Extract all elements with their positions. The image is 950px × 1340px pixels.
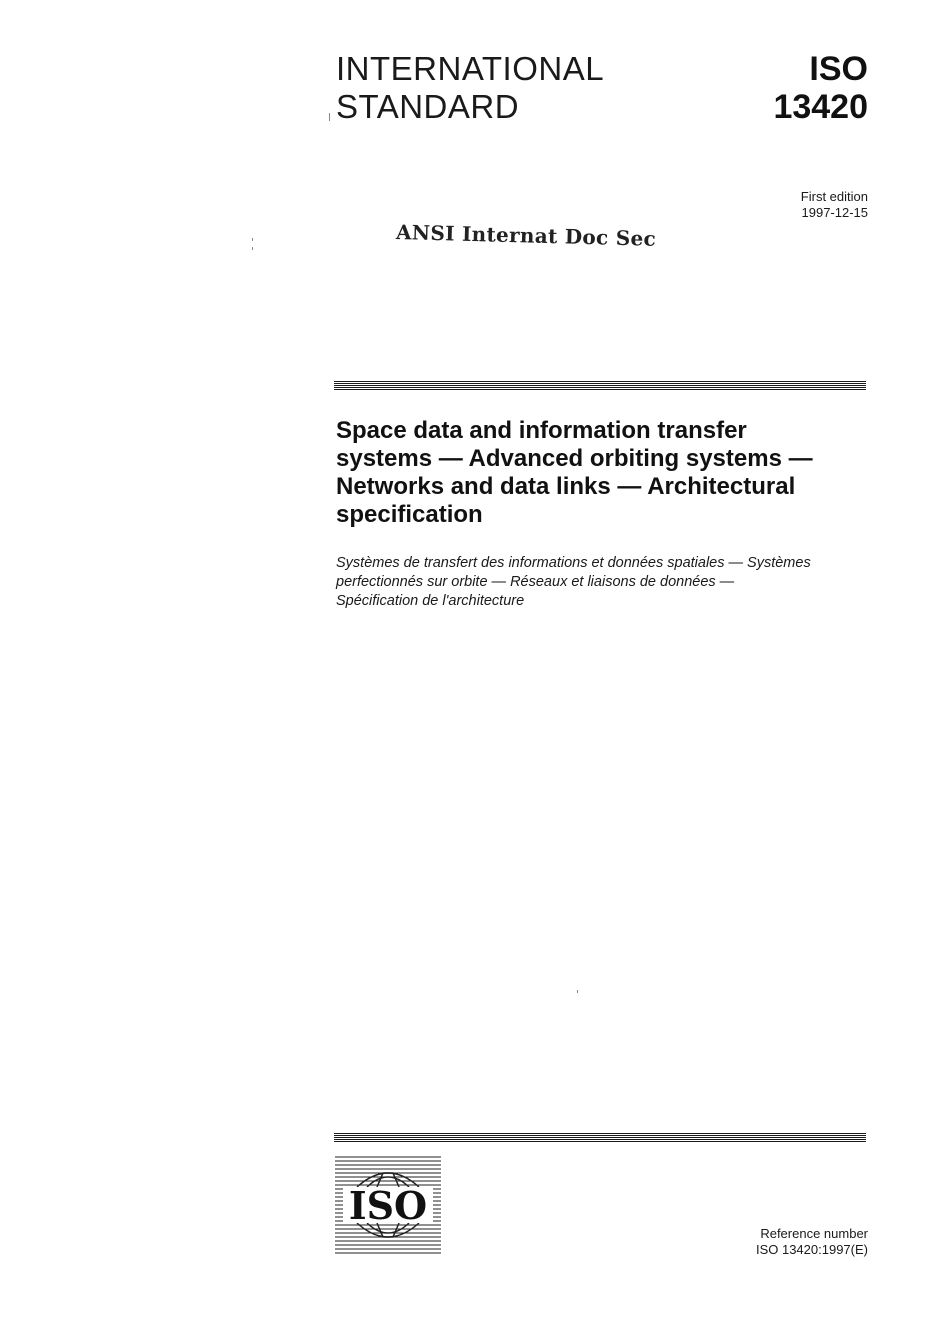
document-type-line2: STANDARD (336, 88, 520, 125)
scan-speck (329, 113, 330, 121)
scan-speck (577, 990, 578, 993)
document-type-line1: INTERNATIONAL (336, 50, 605, 87)
reference-value: ISO 13420:1997(E) (755, 1242, 868, 1257)
edition-date: 1997-12-15 (801, 205, 868, 220)
french-title-line: perfectionnés sur orbite — Réseaux et liaisons de données — (336, 574, 735, 590)
french-title-line: Systèmes de transfert des informations et données spatiales — Systèmes (336, 555, 811, 571)
scan-speck (252, 247, 253, 250)
reference-number (756, 1226, 868, 1258)
iso-identifier-prefix: ISO (809, 50, 868, 88)
iso-identifier-number: 13420 (773, 88, 868, 126)
scan-speck (252, 238, 253, 241)
document-title (336, 417, 876, 529)
top-divider (334, 381, 866, 390)
iso-logo-graphic (335, 1155, 441, 1255)
title-line: Space data and information transfer (336, 417, 747, 444)
edition-info (801, 189, 868, 221)
bottom-divider-lines (334, 1133, 866, 1142)
document-type (336, 50, 604, 126)
edition-label: First edition (800, 189, 868, 204)
reference-label: Reference number (760, 1226, 868, 1241)
iso-logo-icon (335, 1155, 441, 1255)
iso-identifier (773, 50, 868, 126)
iso-logo-text: ISO (348, 1183, 428, 1228)
title-line: systems — Advanced orbiting systems — (336, 445, 813, 472)
french-title (336, 554, 876, 611)
title-line: specification (336, 501, 483, 528)
top-divider-lines (334, 381, 866, 390)
french-title-line: Spécification de l'architecture (336, 593, 525, 609)
library-stamp: ANSI Internat Doc Sec (395, 220, 657, 251)
bottom-divider (334, 1133, 866, 1142)
title-line: Networks and data links — Architectural (336, 473, 796, 500)
